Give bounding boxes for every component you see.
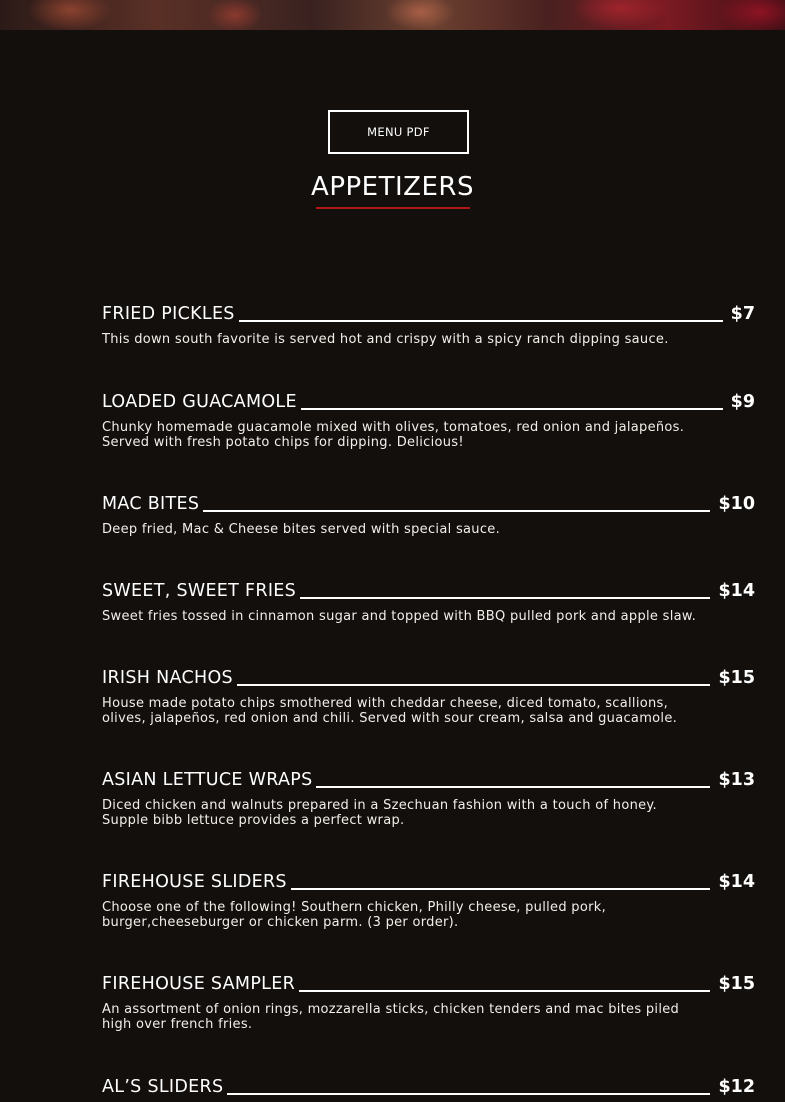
menu-item-price: $14 (718, 872, 755, 892)
menu-item-name: ASIAN LETTUCE WRAPS (102, 770, 313, 790)
menu-item (102, 664, 755, 726)
dotted-leader (227, 1093, 710, 1095)
menu-item (102, 388, 755, 450)
menu-item-name: AL’S SLIDERS (102, 1077, 224, 1097)
menu-item-price: $10 (718, 494, 755, 514)
dotted-leader (299, 990, 710, 992)
menu-item (102, 766, 755, 828)
menu-item-description: An assortment of onion rings, mozzarella sticks, chicken tenders and mac bites piled high over french fries. (102, 1002, 680, 1032)
menu-item-name: FRIED PICKLES (102, 304, 235, 324)
menu-pdf-button[interactable]: MENU PDF (328, 110, 469, 154)
menu-item-description: Chunky homemade guacamole mixed with olives, tomatoes, red onion and jalapeños. Served with fresh potato chips for dipping. Delicious! (102, 420, 685, 450)
menu-item-description: This down south favorite is served hot and crispy with a spicy ranch dipping sauce. (102, 332, 669, 347)
menu-item-description: Choose one of the following! Southern chicken, Philly cheese, pulled pork, burger,cheeseburger or chicken parm. (3 per order). (102, 900, 607, 930)
menu-item-description: Deep fried, Mac & Cheese bites served with special sauce. (102, 522, 501, 537)
menu-item-price: $7 (730, 304, 755, 324)
menu-item-price: $14 (718, 581, 755, 601)
menu-item (102, 577, 755, 624)
dotted-leader (239, 320, 723, 322)
menu-item-description: House made potato chips smothered with cheddar cheese, diced tomato, scallions, olives, jalapeños, red onion and chili. Served with sour cream, salsa and guacamole. (102, 696, 678, 726)
menu-item-name: MAC BITES (102, 494, 200, 514)
menu-item-price: $15 (718, 974, 755, 994)
dotted-leader (203, 510, 710, 512)
menu-item-price: $15 (718, 668, 755, 688)
menu-item-description: Diced chicken and walnuts prepared in a Szechuan fashion with a touch of honey. Supple bibb lettuce provides a perfect wrap. (102, 798, 657, 828)
menu-item-price: $13 (718, 770, 755, 790)
menu-item-description: Sweet fries tossed in cinnamon sugar and topped with BBQ pulled pork and apple slaw. (102, 609, 697, 624)
menu-item-name: FIREHOUSE SAMPLER (102, 974, 296, 994)
menu-item-price: $12 (718, 1077, 755, 1097)
menu-item (102, 490, 755, 537)
menu-item (102, 300, 755, 347)
dotted-leader (237, 684, 711, 686)
dotted-leader (301, 408, 723, 410)
menu-item-name: LOADED GUACAMOLE (102, 392, 297, 412)
section-title: APPETIZERS (311, 172, 474, 202)
menu-item-name: FIREHOUSE SLIDERS (102, 872, 287, 892)
dotted-leader (300, 597, 710, 599)
dotted-leader (291, 888, 711, 890)
menu-item-name: SWEET, SWEET FRIES (102, 581, 297, 601)
menu-item (102, 970, 755, 1032)
menu-item (102, 868, 755, 930)
menu-item (102, 1073, 755, 1097)
menu-item-price: $9 (730, 392, 755, 412)
menu-item-name: IRISH NACHOS (102, 668, 233, 688)
dotted-leader (316, 786, 710, 788)
